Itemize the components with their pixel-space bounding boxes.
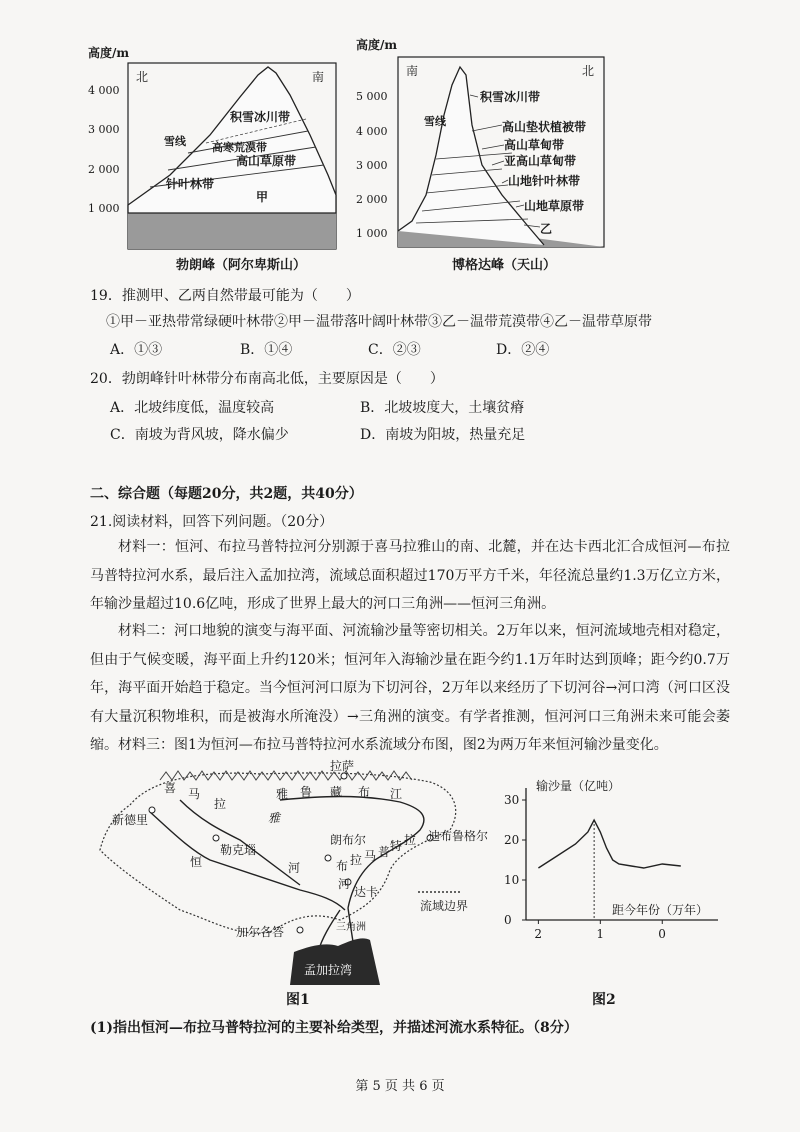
- cushion-label: 高山垫状植被带: [502, 120, 587, 134]
- page-footer: 第 5 页 共 6 页: [355, 1079, 445, 1094]
- material-1: 材料一：恒河、布拉马普特拉河分别源于喜马拉雅山的南、北麓，并在达卡西北汇合成恒河—布拉马普特拉河水系，最后注入孟加拉湾，流域总面积超过170万平方千米，年径流总量约1.3万亿立方米，年输沙量超过10.6亿吨，形成了世界上最大的河口三角洲——恒河三角洲。: [90, 539, 730, 612]
- q20-option-a[interactable]: A．北坡纬度低，温度较高: [110, 400, 275, 416]
- q19-option-a[interactable]: A．①③: [110, 342, 163, 358]
- map-label-himalaya-2: 马: [188, 787, 201, 801]
- map-label-lucknow: 勒克瑙: [220, 843, 257, 857]
- meadow-label: 高山草甸带: [504, 138, 565, 152]
- chart-ytick-label: 0: [504, 913, 512, 927]
- map-label-yarlung-3: 藏: [330, 785, 343, 799]
- map-label-lhasa: 拉萨: [330, 759, 355, 773]
- snowline-label: 雪线: [164, 135, 186, 148]
- section2-heading: 二、综合题（每题20分，共2题，共40分）: [90, 486, 363, 502]
- north-label: 北: [136, 70, 149, 84]
- ytick-1000: 1 000: [88, 202, 120, 215]
- map-label-ganga-2: 河: [288, 861, 301, 875]
- map-label-kolkata: 加尔各答: [236, 925, 285, 939]
- map-label-brahma-3: 马: [364, 849, 377, 863]
- snow-zone-label: 积雪冰川带: [230, 110, 291, 124]
- q20-stem: 20．勃朗峰针叶林带分布南高北低，主要原因是（ ）: [90, 371, 444, 387]
- map-label-bay: 孟加拉湾: [304, 963, 353, 977]
- q19-option-d[interactable]: D．②④: [496, 342, 550, 358]
- ground-shading: [128, 213, 336, 249]
- map-label-delta: 三角洲: [336, 922, 366, 933]
- y-axis-label: 高度/m: [356, 38, 398, 52]
- chart-ytick-label: 20: [504, 833, 520, 847]
- chart-ytick-label: 10: [504, 873, 520, 887]
- snowline-label: 雪线: [424, 115, 446, 128]
- map-label-himalaya-3: 拉: [214, 797, 227, 811]
- map-label-yarlung-5: 江: [390, 787, 403, 801]
- ytick-4000: 4 000: [88, 84, 120, 97]
- q19-option-c[interactable]: C．②③: [368, 342, 421, 358]
- map-label-brahma-4: 普: [378, 845, 391, 859]
- jia-label: 甲: [256, 190, 269, 204]
- map-label-ganga-1: 恒: [190, 855, 203, 869]
- map-label-brahma-2: 拉: [350, 853, 363, 867]
- map-label-himalaya-1: 喜: [164, 781, 177, 795]
- alpine-meadow-label: 高山草原带: [236, 154, 297, 168]
- map-label-dhaka: 达卡: [354, 885, 379, 899]
- q19-option-b[interactable]: B．①④: [240, 342, 293, 358]
- right-figure-caption: 博格达峰（天山）: [452, 258, 557, 273]
- map-label-yarlung-4: 布: [358, 785, 371, 799]
- ganges-brahmaputra-map: [90, 759, 489, 985]
- ytick-5000: 5 000: [356, 90, 388, 103]
- map-label-brahma-7: 河: [338, 877, 351, 891]
- subalpine-label: 亚高山草甸带: [504, 154, 577, 168]
- mountain-steppe-label: 山地草原带: [524, 199, 585, 213]
- ytick-3000: 3 000: [88, 123, 120, 136]
- ytick-3000: 3 000: [356, 159, 388, 172]
- q21-part1: (1)指出恒河—布拉马普特拉河的主要补给类型，并描述河流水系特征。（8分）: [90, 1020, 578, 1036]
- material-3: 材料三：图1为恒河—布拉马普特拉河水系流域分布图，图2为两万年来恒河输沙量变化。: [118, 737, 668, 753]
- mountain-conifer-label: 山地针叶林带: [508, 174, 581, 188]
- map-label-dibrugarh: 迪布鲁格尔: [428, 829, 489, 843]
- map-label-yarlung-2: 鲁: [300, 785, 313, 799]
- ytick-1000: 1 000: [356, 227, 388, 240]
- q20-option-d[interactable]: D．南坡为阳坡，热量充足: [360, 427, 526, 443]
- chart-ytick-label: 30: [504, 793, 520, 807]
- chart-xlabel: 距今年份（万年）: [612, 903, 709, 917]
- q21-intro: 21.阅读材料，回答下列问题。（20分）: [90, 514, 334, 530]
- north-label: 北: [582, 64, 595, 78]
- fig2-caption: 图2: [592, 992, 616, 1008]
- material-2: 材料二：河口地貌的演变与海平面、河流输沙量等密切相关。2万年以来，恒河流域地壳相对稳定，但由于气候变暖，海平面上升约120米；恒河年入海输沙量在距今约1.1万年时达到顶峰；距今约0.7万年，海平面开始趋于稳定。当今恒河河口原为下切河谷，2万年以来经历了下切河谷→河口湾（河口区没有大量沉积物堆积，而是被海水所淹没）→三角洲的演变。有学者推测，恒河河口三角洲未来可能会萎缩。: [90, 623, 730, 753]
- map-label-himalaya-4: 雅: [268, 811, 281, 825]
- chart-xtick-label: 0: [658, 927, 666, 941]
- left-figure-caption: 勃朗峰（阿尔卑斯山）: [176, 258, 307, 273]
- y-axis-label: 高度/m: [88, 46, 130, 60]
- snow-zone-label: 积雪冰川带: [480, 90, 541, 104]
- south-label: 南: [406, 64, 419, 78]
- q19-statements: ①甲－亚热带常绿硬叶林带②甲－温带落叶阔叶林带③乙－温带荒漠带④乙－温带草原带: [106, 314, 652, 330]
- chart-xtick-label: 1: [596, 927, 604, 941]
- sediment-chart: [490, 768, 730, 948]
- ytick-2000: 2 000: [356, 193, 388, 206]
- south-label: 南: [312, 70, 325, 84]
- map-label-brahma-1: 布: [336, 859, 349, 873]
- q20-option-b[interactable]: B．北坡坡度大，土壤贫瘠: [360, 400, 525, 416]
- chart-series-line: [538, 820, 680, 868]
- ytick-2000: 2 000: [88, 163, 120, 176]
- map-label-brahma-5: 特: [390, 839, 403, 853]
- cold-desert-label: 高寒荒漠带: [212, 141, 267, 154]
- map-label-brahma-6: 拉: [404, 833, 417, 847]
- q19-stem: 19．推测甲、乙两自然带最可能为（ ）: [90, 288, 360, 304]
- conifer-label: 针叶林带: [166, 177, 215, 191]
- chart-xtick-label: 2: [534, 927, 543, 941]
- ytick-4000: 4 000: [356, 125, 388, 138]
- q20-option-c[interactable]: C．南坡为背风坡，降水偏少: [110, 427, 289, 443]
- mont-blanc-profile-figure: [80, 35, 360, 275]
- map-label-shillong: 朗布尔: [330, 833, 367, 847]
- bogda-profile-figure: [352, 35, 622, 275]
- map-label-boundary: 流域边界: [420, 899, 469, 913]
- map-label-yarlung-1: 雅: [276, 787, 289, 801]
- map-label-new-delhi: 新德里: [112, 813, 149, 827]
- fig1-caption: 图1: [286, 992, 310, 1008]
- chart-ylabel: 输沙量（亿吨）: [536, 779, 621, 793]
- yi-label: 乙: [540, 222, 553, 236]
